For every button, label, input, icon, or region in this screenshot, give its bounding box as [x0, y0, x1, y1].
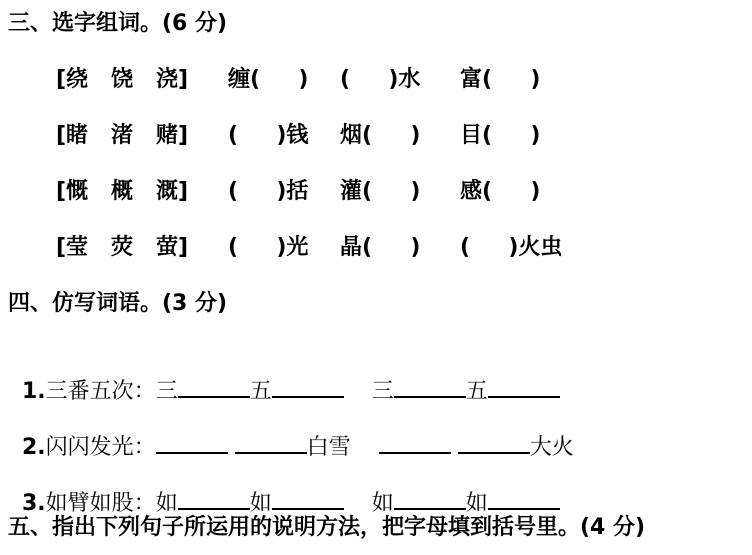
word-blank-2-2: 烟( ) — [340, 123, 421, 148]
word-blank-4-2: 晶( ) — [340, 235, 421, 260]
word-blank-1-1: 缠( ) — [228, 67, 309, 92]
char-options-2: [睹 渚 赌] — [56, 123, 189, 148]
item-2-label: 闪闪发光： — [45, 435, 156, 460]
item-3-part-1: 如 — [155, 491, 178, 516]
item-3-blank-2[interactable] — [272, 486, 344, 510]
word-blank-4-3: ( )火虫 — [460, 235, 563, 260]
item-1-blank-1[interactable] — [178, 374, 250, 398]
word-blank-3-2: 灌( ) — [340, 179, 421, 204]
item-3 — [8, 458, 560, 518]
item-1-number: 1. — [22, 379, 46, 404]
item-3-part-2: 如 — [249, 491, 272, 516]
item-2-blank-4[interactable] — [458, 430, 530, 454]
item-2-part-2: 白雪 — [306, 435, 351, 460]
word-blank-1-2: ( )水 — [340, 67, 421, 92]
word-blank-2-1: ( )钱 — [228, 123, 309, 148]
item-3-part-4: 如 — [465, 491, 488, 516]
item-1-part-1: 三 — [155, 379, 178, 404]
item-1-label: 三番五次： — [45, 379, 156, 404]
item-1-blank-2[interactable] — [272, 374, 344, 398]
item-2-number: 2. — [22, 435, 46, 460]
item-3-blank-3[interactable] — [394, 486, 466, 510]
item-3-label: 如臂如股： — [45, 491, 156, 516]
item-1-blank-4[interactable] — [488, 374, 560, 398]
item-1-blank-3[interactable] — [394, 374, 466, 398]
word-blank-4-1: ( )光 — [228, 235, 309, 260]
char-options-3: [慨 概 溉] — [56, 179, 189, 204]
section-3-title: 三、选字组词。(6 分) — [8, 11, 228, 36]
char-options-4: [莹 荧 萤] — [56, 235, 189, 260]
word-blank-2-3: 目( ) — [460, 123, 541, 148]
item-1-part-2: 五 — [249, 379, 272, 404]
item-3-part-3: 如 — [371, 491, 394, 516]
item-2-blank-3[interactable] — [379, 430, 451, 454]
item-1 — [8, 346, 560, 406]
item-3-number: 3. — [22, 491, 46, 516]
item-1-part-4: 五 — [465, 379, 488, 404]
item-2 — [8, 402, 574, 462]
word-blank-3-1: ( )括 — [228, 179, 309, 204]
item-3-blank-4[interactable] — [488, 486, 560, 510]
item-1-part-3: 三 — [371, 379, 394, 404]
section-5-title: 五、指出下列句子所运用的说明方法，把字母填到括号里。(4 分) — [8, 515, 646, 540]
word-blank-1-3: 富( ) — [460, 67, 541, 92]
word-blank-3-3: 感( ) — [460, 179, 541, 204]
item-2-blank-1[interactable] — [156, 430, 228, 454]
section-4-title: 四、仿写词语。(3 分) — [8, 291, 228, 316]
char-options-1: [绕 饶 浇] — [56, 67, 189, 92]
item-3-blank-1[interactable] — [178, 486, 250, 510]
item-2-blank-2[interactable] — [235, 430, 307, 454]
item-2-part-4: 大火 — [529, 435, 574, 460]
